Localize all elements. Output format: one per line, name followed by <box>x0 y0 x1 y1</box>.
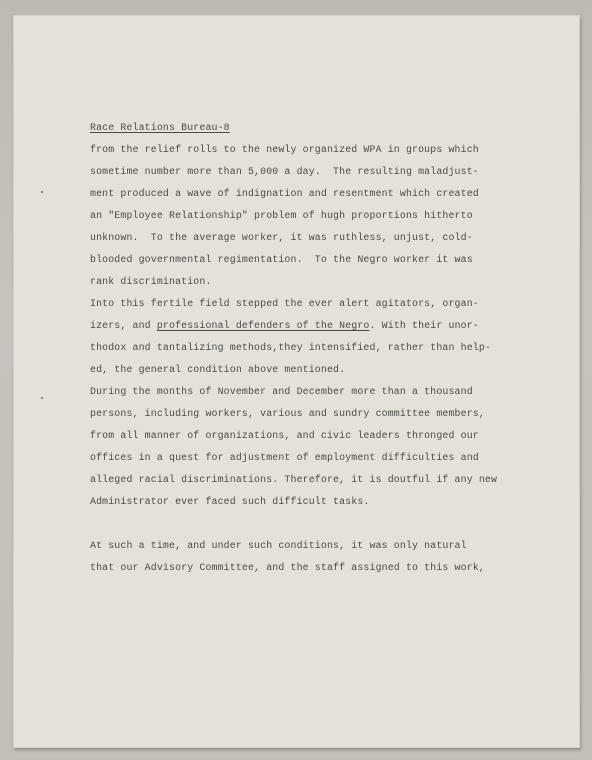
paragraph-gap <box>90 513 560 535</box>
margin-mark <box>41 191 43 193</box>
page-header: Race Relations Bureau-8 <box>90 122 230 133</box>
text-line: ment produced a wave of indignation and resentment which created <box>90 188 479 199</box>
text-line: that our Advisory Committee, and the staff assigned to this work, <box>90 562 485 573</box>
text-line: persons, including workers, various and sundry committee members, <box>90 408 485 419</box>
text-fragment: izers, and <box>90 320 157 331</box>
text-line: Into this fertile field stepped the ever alert agitators, organ- <box>90 298 479 309</box>
underlined-phrase: professional defenders of the Negro <box>156 320 370 331</box>
text-line: offices in a quest for adjustment of employment difficulties and <box>90 452 479 463</box>
typewritten-page <box>13 15 580 748</box>
text-line: an "Employee Relationship" problem of hugh proportions hitherto <box>90 210 473 221</box>
text-line: blooded governmental regimentation. To the Negro worker it was <box>90 254 473 265</box>
text-line: sometime number more than 5,000 a day. The resulting maladjust- <box>90 166 479 177</box>
text-line: unknown. To the average worker, it was ruthless, unjust, cold- <box>90 232 473 243</box>
text-line: thodox and tantalizing methods,they intensified, rather than help- <box>90 342 492 353</box>
text-line: ed, the general condition above mentioned. <box>90 364 346 375</box>
text-line: rank discrimination. <box>90 276 212 287</box>
text-line: During the months of November and December more than a thousand <box>90 386 473 397</box>
text-line: Administrator ever faced such difficult tasks. <box>90 496 370 507</box>
text-line: alleged racial discriminations. Therefore, it is doutful if any new <box>90 474 498 485</box>
text-line: from the relief rolls to the newly organized WPA in groups which <box>90 144 479 155</box>
document-body <box>90 117 560 579</box>
text-line: from all manner of organizations, and civic leaders thronged our <box>90 430 479 441</box>
text-line-with-underline <box>90 315 560 337</box>
margin-mark <box>41 397 43 399</box>
text-line: At such a time, and under such conditions, it was only natural <box>90 540 467 551</box>
text-fragment: . With their unor- <box>369 320 479 331</box>
